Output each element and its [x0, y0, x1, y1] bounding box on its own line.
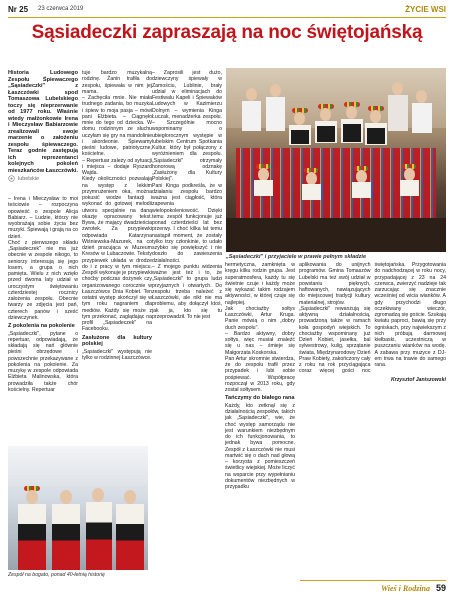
- col5-text: hermetyczna, zamknięta w kręgu kilku rodzin grupa. Jest superatmosfera, każdy tu się świetnie czuje i każdy może się wykazać takim rodzajem aktywności, w której czuje się najlepiej. Jak chociażby sołtys Łaszczówki, Artur Kruga. Panie mówią o nim „dobry duch zespołu". – Bardzo aktywny, dobry sołtys, więc musiał znaleźć się u nas – śmieje się Małgorzata Koskorska. Pan Artur skromnie stwierdza, że do zespołu trafił przez przypadek i lubi sobie pośpiewać. Współpracę rozpoczął w 2013 roku, gdy został sołtysem.: [225, 262, 295, 393]
- subhead-kultura: Zasłużone dla kultury polskiej: [82, 334, 152, 347]
- article-column-2: [82, 70, 152, 361]
- lead-text: Historia Ludowego Zespołu Śpiewaczego „Sąsiadeczki" z Łaszczówki spod Tomaszowa Lubelskiego toczy się nieprzerwanie od 1977 roku. Właśnie wtedy małżonkowie Irena i Mieczysław Babiarzowie zrealizowali swoje marzenie o założeniu zespołu śpiewaczego. Teraz godnie zastępują ich reprezentanci kolejnych pokoleń mieszkańców Łaszczówki.: [8, 70, 78, 174]
- section-title: ŻYCIE WSI: [405, 5, 446, 14]
- region-tag-label: lubelskie: [18, 175, 39, 182]
- group-photo: [226, 68, 446, 252]
- author-signature: Krzysztof Janiszowski: [390, 376, 446, 383]
- singing-photo-caption: Zespół na bogato, ponad 40-letnią historię: [8, 572, 105, 578]
- lead-paragraph: [8, 70, 78, 174]
- subhead-pokolenia: Z pokolenia na pokolenie: [8, 323, 75, 329]
- headline: Sąsiadeczki zapraszają na noc świętojańską: [31, 22, 423, 43]
- col5-text-2: Każdy, kto zetknął się z działalnością zespołów, takich jak „Sąsiadeczki", wie, że choć występ samorządu nie jest warunkiem niezbędnym do ich funkcjonowania, to jednak bywa pomocne. Zespół z Łaszczówki nie musi martwić się o dach nad głową – korzysta z pomieszczeń świetlicy wiejskiej. Może liczyć na wsparcie przy wypełnianiu dokumentów niezbędnych w przypadku: [225, 402, 295, 490]
- singing-group-photo: [8, 446, 148, 570]
- col1-text-2: „Sąsiadeczki", pytane o repertuar, odpowiadają, że składają się nań głównie pieśni obrzędowe i powszechnie przekazywane z pokolenia na pokolenie. Za muzykę w zespole odpowiada Elżbieta Malinowska, która prowadziła także chór kościelny. Repertuar: [8, 330, 78, 393]
- header-rule: [8, 17, 446, 18]
- issue-number: Nr 25: [8, 5, 29, 14]
- col6-text: aplikowania do unijnych programów. Gmina Tomaszów Lubelski ma też swój udział w powstaniu pięknych, haftowanych, nawiązujących do miejscowej tradycji kultury materialnej, strojów. „Sąsiadeczki" rewanżują się aktywną działalnością, prowadzoną także w ramach koła gospodyń wiejskich. To chociażby wspominany już Dzień Kobiet, jasełka, bal sylwestrowy, kulig, sprzątanie świata, Międzynarodowy Dzień Praw Kobiety, zakończony cały z roku na rok przyciągająca coraz więcej gości noc świętojańska. Przygotowania do nadchodzącej w roku nocy, przypadającej z 23 na 24 czerwca, zwierzyć nadzieje tak zarzucając się znacznie wcześniej od wicia wianków. A gdy przychodzi długo oczekiwany wieczór, zgromadzą się goście. Szukają kwiatu paproci, bawią się przy ogniskach, przy najwiekszym z nich próbują darmowej kiełbaski, uczestniczą w puszczaniu wianków na wodę. A zabawa przy muzyce z DJ-em trwa na trawie do samego rana.: [299, 262, 447, 375]
- article-column-1: [8, 196, 78, 393]
- page-footer: [381, 583, 446, 593]
- col1-text: – Irena i Mieczysław to moi teściowie – rozpoczyna opowieść o zespole Alicja Babiarz. – Ludzie, którzy nie wyobrażają sobie życia bez muzyki. Śpiewają i grają na co dzień. Choć z pierwszego składu „Sąsiadeczek" nie ma już obecnie w zespole nikogo, to seniorzy interesują się jego losem, a grupa o nich pamięta. Wielu z nich wzięło przed dwoma laty udział w uroczystym świętowaniu czterdziestej rocznicy założenia zespołu. Obecnie twarzy ze zdjęcia jest pań, czterech panów i sześć dziewczynek.: [8, 196, 78, 321]
- col2-text: tuje bardzo muzykalną rodzinę. Żanin trafiła do zespołu, śpiewała w nim jej mama. – Zachęciła mnie. Nie miała trudnego zadania, bo muzyka i śpiew to moja pasja – mówi pani Elżbieta. – Ciągnęło mnie do tego od dziecka. W domu rodzinnym ze słuchu uczyłam się gry na mandolinie i akordeonie. Śpiewamy pieśni ludowe, patriotyczne, kościelne. – Repertuar zależy od sytuacji i miejsca – dodaje Ryszard Wajda. Kiedy okoliczności pozwalają na występ z lekkim przymrużeniem oka, można pokusić wodze fantazji i wykonać do gotowej melodii utworu specjalnie na daną okazję opracowany tekst. Bywa, że mający dwadzieścia zwrotek. Za przypiewki odpowiada Katarzyna Wiśniewska-Mazurek, na co dzień pracująca w Muzeum Kresów w Lubaczowie. Teksty przypiewek układa w drodze do i z pracy w tym miejscu. Zespół wykonuje je przypiewki choćby podczas dożynek czy organizowanego corocznie w Łaszczówce Dnia Kobiet. Ten ostatni występ skończył się w tym roku nagraniem dla mediów. Każdy się może z tym przekonać, zaglądając na profil „Sąsiadeczek" na Facebooku.: [82, 70, 152, 333]
- location-pin-icon: [8, 175, 15, 182]
- issue-date: 23 czerwca 2019: [38, 6, 84, 12]
- col3-text: – Zaprosili jest dużo, dziewczyny śpiewały w Zamościu, Lublinie, brały udział w eliminacjach do Festiwalu Kapeli i Śpiewaków Ludowych w Kazimierzu Dolnym – wymienia Kinga Łuczak, menadżerka zespołu. – Szczególnie mocno wspominamy o ubiegłorocznym występie w lubelskim Centrum Spotkania Kultur, który był połączony z wyróżnieniem dla zespołu. „Sąsiadeczki" otrzymały honorową odznakę „Zasłużony dla Kultury Polskiej". Pani Kinga podkreśla, że w działaniu zespołu bardzo ważna jest ciągłość, która zapewnia wielopokoleniowość. Dzięki temu zespół funkcjonuje już ponad czterdzieści lat bez przerwy. I choć kilka lat temu nastąpił moment, że zostały tylko trzy członkinie, to udało szybko się powiększyć i nie doszło do zawieszenia działalności. – Z mojego punktu widzenia ważne jest też i to, że „Sąsiadeczki" to grupa ludzi przyjaznych i otwartych. Do zespołu trzeba należeć z Łaszczówki, ale nikt nie ma problemu, aby dołączył ktoś, jak ja, kto się tu przeprowadził. To nie jest: [152, 70, 222, 320]
- group-photo-caption: „Sąsiadeczki" i przyjaciele w prawie pełnym składzie: [226, 254, 367, 260]
- footer-rule: [300, 580, 446, 581]
- page-number: 59: [435, 583, 446, 593]
- region-tag[interactable]: [8, 175, 39, 182]
- magazine-brand: Wieś i Rodzina: [380, 583, 430, 593]
- subhead-tanczymy: Tańczymy do białego rana: [225, 395, 295, 402]
- col2-text-2: „Sąsiadeczki" występują nie tylko w rodzinnej Łaszczówce.: [82, 348, 152, 361]
- article-column-5: [225, 262, 295, 490]
- article-column-3: [152, 70, 222, 320]
- article-column-6: [299, 262, 446, 383]
